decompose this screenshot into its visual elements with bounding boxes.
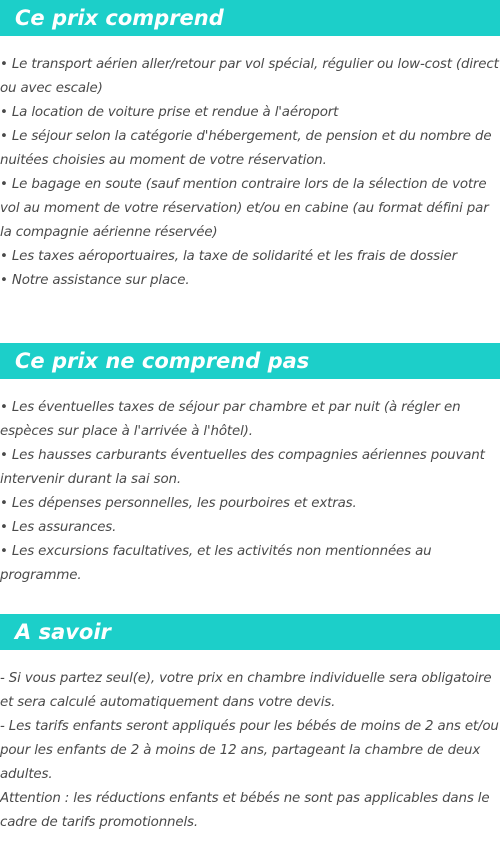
- list-item: - Les tarifs enfants seront appliqués pour les bébés de moins de 2 ans et/ou pour les enfants de 2 à moins de 12 ans, partageant la chambre de deux adultes.: [0, 719, 499, 782]
- list-item: • La location de voiture prise et rendue à l'aéroport: [0, 105, 339, 120]
- excluded-list: [0, 396, 500, 588]
- included-list: [0, 53, 500, 293]
- list-item: • Les taxes aéroportuaires, la taxe de solidarité et les frais de dossier: [0, 249, 457, 264]
- list-item: • Le transport aérien aller/retour par vol spécial, régulier ou low-cost (direct ou avec escale): [0, 57, 499, 96]
- list-item: - Si vous partez seul(e), votre prix en chambre individuelle sera obligatoire et sera calculé automatiquement dans votre devis.: [0, 671, 492, 710]
- list-item: • Notre assistance sur place.: [0, 273, 190, 288]
- list-item: • Les éventuelles taxes de séjour par chambre et par nuit (à régler en espèces sur place à l'arrivée à l'hôtel).: [0, 400, 461, 439]
- section-price-excludes: [0, 343, 500, 588]
- section-price-includes: [0, 0, 500, 293]
- list-item: Attention : les réductions enfants et bébés ne sont pas applicables dans le cadre de tarifs promotionnels.: [0, 791, 490, 830]
- list-item: • Les excursions facultatives, et les activités non mentionnées au programme.: [0, 544, 432, 583]
- section-title: Ce prix comprend: [0, 0, 500, 36]
- list-item: • Le bagage en soute (sauf mention contraire lors de la sélection de votre vol au moment de votre réservation) et/ou en cabine (au format défini par la compagnie aérienne réservée): [0, 177, 489, 240]
- list-item: • Les hausses carburants éventuelles des compagnies aériennes pouvant intervenir durant la sai son.: [0, 448, 485, 487]
- section-title: Ce prix ne comprend pas: [0, 343, 500, 379]
- section-title: A savoir: [0, 614, 500, 650]
- list-item: • Le séjour selon la catégorie d'hébergement, de pension et du nombre de nuitées choisies au moment de votre réservation.: [0, 129, 492, 168]
- list-item: • Les dépenses personnelles, les pourboires et extras.: [0, 496, 357, 511]
- info-list: [0, 667, 500, 835]
- list-item: • Les assurances.: [0, 520, 117, 535]
- section-good-to-know: [0, 614, 500, 835]
